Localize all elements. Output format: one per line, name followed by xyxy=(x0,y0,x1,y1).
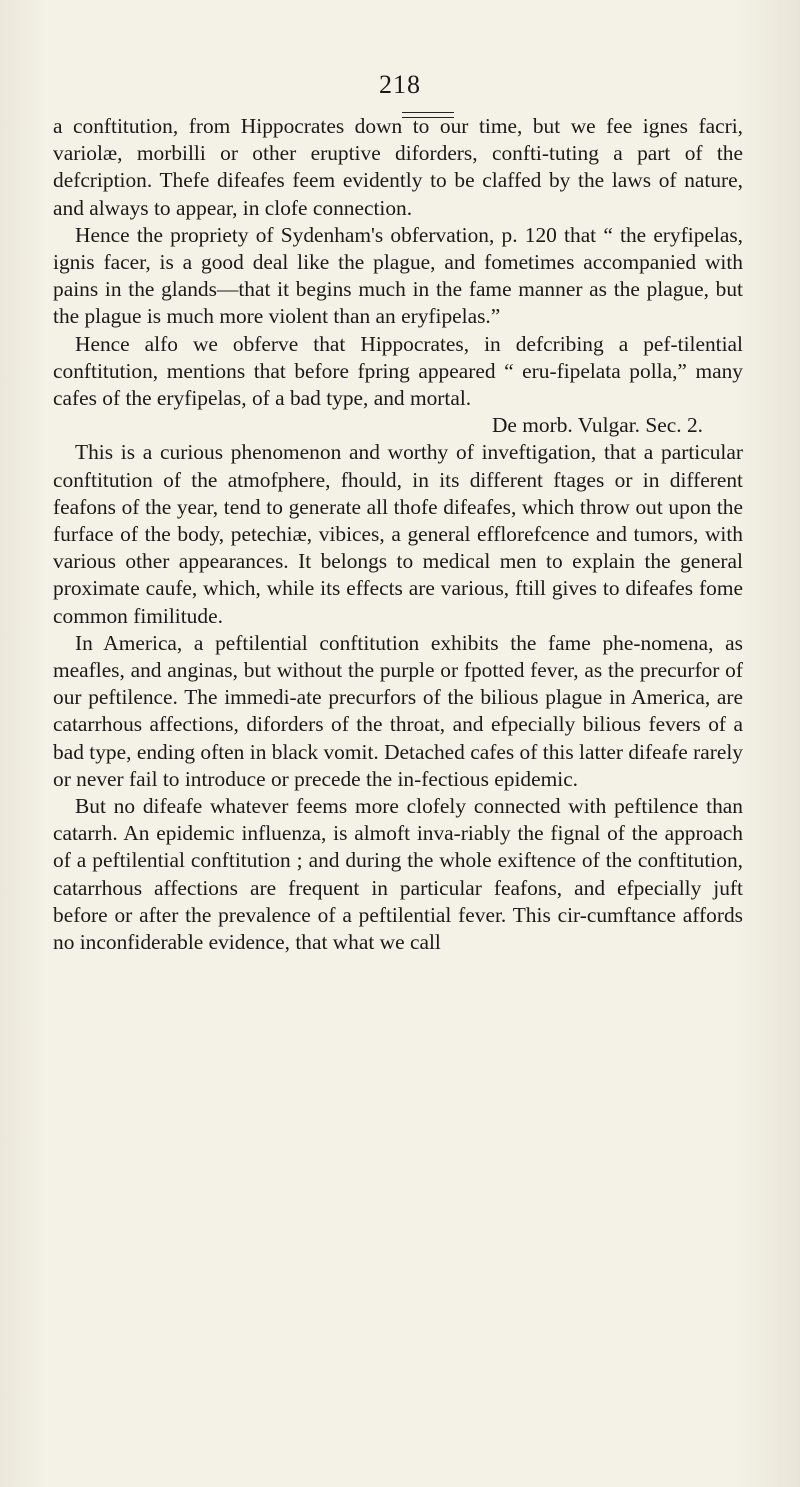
paragraph-1: a conftitution, from Hippocrates down to our time, but we fee ignes facri, variolæ, morbilli or other eruptive diforders, confti-tuting a part of the defcription. Thefe difeafes feem evidently to be claffed by the laws of nature, and always to appear, in clofe connection. xyxy=(53,114,743,220)
paragraph-4: This is a curious phenomenon and worthy of inveftigation, that a particular conftitution of the atmofphere, fhould, in its different ftages or in different feafons of the year, tend to generate all thofe difeafes, which throw out upon the furface of the body, petechiæ, vibices, a general efflorefcence and tumors, with various other appearances. It belongs to medical men to explain the general proximate caufe, which, while its effects are various, ftill gives to difeafes fome common fimilitude. xyxy=(53,440,743,628)
paragraph-3: Hence alfo we obferve that Hippocrates, in defcribing a pef-tilential conftitution, mentions that before fpring appeared “ eru-fipelata polla,” many cafes of the eryfipelas, of a bad type, and mortal. xyxy=(53,331,743,411)
paragraph-2: Hence the propriety of Sydenham's obfervation, p. 120 that “ the eryfipelas, ignis facer, is a good deal like the plague, and fometimes accompanied with pains in the glands—that it begins much in the fame manner as the plague, but the plague is much more violent than an eryfipelas.” xyxy=(53,222,743,329)
paragraph-5: In America, a peftilential conftitution exhibits the fame phe-nomena, as meafles, and anginas, but without the purple or fpotted fever, as the precurfor of our peftilence. The immedi-ate precurfors of the bilious plague in America, are catarrhous affections, diforders of the throat, and efpecially bilious fevers of a bad type, ending often in black vomit. Detached cafes of this latter difeafe rarely or never fail to introduce or precede the in-fectious epidemic. xyxy=(53,630,743,791)
page-number: 218 xyxy=(379,70,421,99)
paragraph-6: But no difeafe whatever feems more clofely connected with peftilence than catarrh. An epidemic influenza, is almoft inva-riably the fignal of the approach of a peftilential conftitution ; and during the whole exiftence of the conftitution, catarrhous affections are frequent in particular feafons, and efpecially juft before or after the prevalence of a peftilential fever. This cir-cumftance affords no inconfiderable evidence, that what we call xyxy=(53,794,743,955)
body-text xyxy=(53,113,743,956)
reference-note: De morb. Vulgar. Sec. 2. xyxy=(491,413,703,438)
